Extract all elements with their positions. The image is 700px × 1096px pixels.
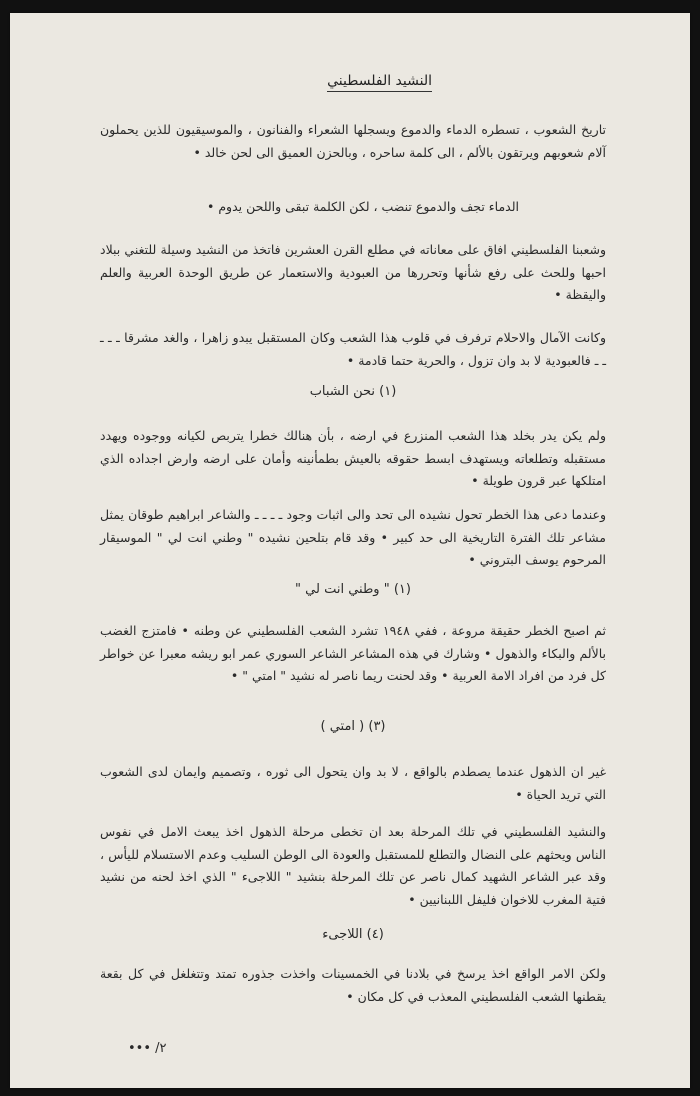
document-title: النشيد الفلسطيني	[327, 73, 432, 92]
section-heading-4: (٤) اللاجىء	[322, 927, 384, 942]
section-heading-1: (١) نحن الشباب	[309, 384, 397, 399]
paragraph-fifties: ولكن الامر الواقع اخذ يرسخ في بلادنا في الخمسينات واخذت جذوره تمتد وتتغلغل في كل بقعة يقطنها الشعب الفلسطيني المعذب في كل مكان •	[100, 966, 606, 1004]
document-page	[10, 13, 690, 1088]
section-heading-3: (٣) ( امتي )	[320, 719, 386, 734]
page-number: ٢/ •••	[128, 1041, 167, 1056]
quote-line: الدماء تجف والدموع تنضب ، لكن الكلمة تبقى واللحن يدوم •	[206, 199, 520, 214]
paragraph-hopes: وكانت الآمال والاحلام ترفرف في قلوب هذا الشعب وكان المستقبل يبدو زاهرا ، والغد مشرقا ـ ـ ـ ـ ـ فالعبودية لا بد وان تزول ، والحرية حتما قادمة •	[100, 330, 606, 368]
section-heading-2: (١) " وطني انت لي "	[295, 582, 411, 597]
paragraph-awakening: وشعبنا الفلسطيني افاق على معاناته في مطلع القرن العشرين فاتخذ من النشيد وسيلة للتغني ببلاد احبها وللحث على رفع شأنها وتحررها من العبودية والاستعمار عن طريق الوحدة العربية والعلم واليقظة •	[100, 242, 606, 302]
paragraph-danger: ولم يكن يدر بخلد هذا الشعب المنزرع في ارضه ، بأن هنالك خطرا يتربص لكيانه ووجوده ويهدد مستقبله وتطلعاته ويستهدف ابسط حقوقه بالعيش بطمأنينه وأمان على ارضه وارض اجداده الذي امتلكها عبر قرون طويلة •	[100, 428, 606, 488]
paragraph-intro: تاريخ الشعوب ، تسطره الدماء والدموع ويسجلها الشعراء والفنانون ، والموسيقيون للذين يحملون آلام شعوبهم ويرتقون بالألم ، الى كلمة ساحره ، وبالحزن العميق الى لحن خالد •	[100, 122, 606, 160]
paragraph-1948: ثم اصبح الخطر حقيقة مروعة ، ففي ١٩٤٨ تشرد الشعب الفلسطيني عن وطنه • فامتزج الغضب بالألم والبكاء والذهول • وشارك في هذه المشاعر الشاعر السوري عمر ابو ريشه معبرا عن خواطر كل فرد من افراد الامة العربية • وقد لحنت ريما ناصر له نشيد " امتي " •	[100, 623, 606, 683]
paragraph-hope: والنشيد الفلسطيني في تلك المرحلة بعد ان تخطى مرحلة الذهول اخذ يبعث الامل في نفوس الناس ويحثهم على النضال والتطلع للمستقبل والعودة الى الوطن السليب وعدم الاستسلام لليأس ، وقد عبر الشاعر الشهيد كمال ناصر عن تلك المرحلة بنشيد " اللاجىء " الذي اخذ لحنه من نشيد فتية المغرب للاخوان فليفل اللبنانيين •	[100, 824, 606, 907]
paragraph-revolution: غير ان الذهول عندما يصطدم بالواقع ، لا بد وان يتحول الى ثوره ، وتصميم وايمان لدى الشعوب التي تريد الحياة •	[100, 764, 606, 802]
paragraph-challenge: وعندما دعى هذا الخطر تحول نشيده الى تحد والى اثبات وجود ـ ـ ـ ـ والشاعر ابراهيم طوقان يمثل مشاعر تلك الفترة التاريخية الى حد كبير • وقد قام بتلحين نشيده " وطني انت لي " الموسيقار المرحوم يوسف البتروني •	[100, 507, 606, 567]
